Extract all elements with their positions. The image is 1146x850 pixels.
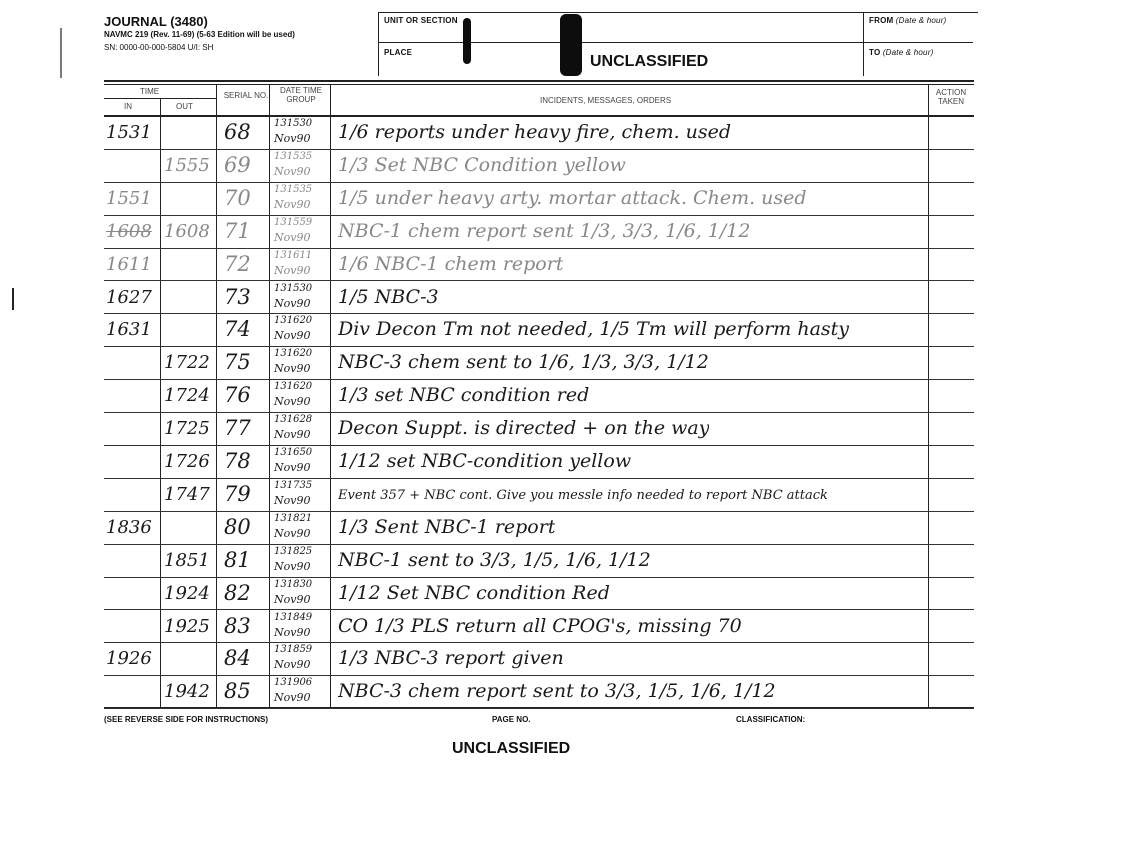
- header-divider: [378, 12, 978, 13]
- entry-text: Div Decon Tm not needed, 1/5 Tm will perform hasty: [338, 318, 850, 341]
- dtg-time: 131530: [274, 282, 313, 294]
- entry-text: 1/12 Set NBC condition Red: [338, 581, 610, 604]
- classification-stamp: UNCLASSIFIED: [590, 53, 709, 70]
- journal-row: [0, 479, 1146, 512]
- serial-number: 72: [224, 251, 251, 276]
- dtg-date: Nov90: [274, 625, 311, 639]
- journal-row: [0, 512, 1146, 545]
- reverse-note: (SEE REVERSE SIDE FOR INSTRUCTIONS): [104, 715, 269, 724]
- entry-text: 1/3 Sent NBC-1 report: [338, 515, 556, 538]
- dtg-time: 131735: [274, 479, 313, 491]
- header-divider: [863, 12, 864, 76]
- journal-row: [0, 150, 1146, 183]
- col-rule: [104, 98, 216, 99]
- dtg-time: 131620: [274, 315, 313, 327]
- dtg-date: Nov90: [274, 493, 311, 507]
- row-rule: [104, 708, 974, 709]
- dtg-time: 131535: [274, 183, 313, 195]
- in-header: IN: [124, 102, 132, 111]
- journal-row: [0, 380, 1146, 413]
- entry-text: NBC-3 chem sent to 1/6, 1/3, 3/3, 1/12: [338, 351, 709, 374]
- entry-text: Event 357 + NBC cont. Give you messle info needed to report NBC attack: [338, 487, 828, 503]
- journal-row: [0, 314, 1146, 347]
- journal-row: [0, 611, 1146, 644]
- dtg-time: 131859: [274, 644, 313, 656]
- journal-row: [0, 676, 1146, 709]
- incidents-header: INCIDENTS, MESSAGES, ORDERS: [540, 96, 672, 105]
- serial-number: 84: [224, 646, 251, 671]
- redaction-bar: [463, 18, 471, 64]
- dtg-time: 131650: [274, 447, 313, 458]
- journal-row: [0, 347, 1146, 380]
- time-in: 1836: [106, 516, 152, 538]
- time-out: 1608: [164, 220, 210, 242]
- form-title: JOURNAL (3480): [104, 14, 208, 29]
- dtg-time: 131611: [274, 249, 313, 261]
- header-divider: [863, 42, 973, 43]
- dtg-date: Nov90: [274, 461, 311, 474]
- action-header: ACTION TAKEN: [935, 88, 967, 106]
- time-in: 1627: [106, 286, 152, 308]
- journal-row: [0, 183, 1146, 216]
- redaction-bar: [560, 14, 582, 76]
- dtg-date: Nov90: [274, 296, 311, 310]
- journal-row: [0, 446, 1146, 479]
- sn-line: SN: 0000-00-000-5804 U/I: SH: [104, 43, 214, 52]
- dtg-time: 131530: [274, 118, 313, 129]
- dtg-date: Nov90: [274, 230, 311, 244]
- journal-row: [0, 643, 1146, 676]
- time-in: 1926: [106, 648, 152, 670]
- dtg-time: 131849: [274, 611, 313, 623]
- place-label: PLACE: [384, 48, 413, 57]
- header-divider: [378, 42, 864, 43]
- dtg-date: Nov90: [274, 658, 311, 672]
- entry-text: 1/5 NBC-3: [338, 285, 439, 308]
- time-out: 1942: [164, 681, 210, 703]
- serial-number: 81: [224, 547, 251, 572]
- serial-number: 77: [224, 416, 251, 441]
- dtg-date: Nov90: [274, 362, 311, 376]
- time-in: 1531: [106, 122, 152, 143]
- serial-number: 79: [224, 481, 251, 506]
- serial-number: 74: [224, 317, 251, 342]
- classification-label: CLASSIFICATION:: [736, 715, 806, 724]
- dtg-date: Nov90: [274, 592, 311, 606]
- dtg-time: 131628: [274, 414, 313, 426]
- time-in: 1551: [106, 187, 152, 209]
- entry-text: NBC-1 chem report sent 1/3, 3/3, 1/6, 1/12: [338, 219, 751, 242]
- journal-row: [0, 117, 1146, 150]
- serial-number: 68: [224, 120, 251, 144]
- dtg-time: 131821: [274, 512, 313, 524]
- dtg-time: 131830: [274, 578, 313, 590]
- dtg-time: 131906: [274, 677, 313, 689]
- from-label: FROM (Date & hour): [869, 16, 947, 25]
- serial-number: 78: [224, 449, 251, 473]
- serial-number: 73: [224, 284, 251, 309]
- margin-mark: [60, 28, 62, 78]
- dtg-date: Nov90: [274, 263, 311, 277]
- time-out: 1555: [164, 154, 210, 176]
- entry-text: 1/6 NBC-1 chem report: [338, 252, 564, 275]
- serial-number: 83: [224, 613, 251, 638]
- time-out: 1924: [164, 582, 210, 604]
- journal-row: [0, 413, 1146, 446]
- to-label: TO (Date & hour): [869, 48, 934, 57]
- dtg-time: 131825: [274, 545, 313, 557]
- entry-text: 1/6 reports under heavy fire, chem. used: [338, 121, 732, 143]
- time-out: 1851: [164, 549, 210, 571]
- dtg-date: Nov90: [274, 691, 311, 705]
- time-out: 1726: [164, 451, 210, 472]
- journal-row: [0, 249, 1146, 282]
- out-header: OUT: [176, 102, 193, 111]
- dtg-date: Nov90: [274, 395, 311, 409]
- page-label: PAGE NO.: [492, 715, 531, 724]
- form-number-line: NAVMC 219 (Rev. 11-69) (5-63 Edition will be used): [104, 30, 295, 39]
- serial-number: 85: [224, 679, 251, 704]
- dtg-date: Nov90: [274, 559, 311, 573]
- table-top-rule: [104, 80, 974, 82]
- header-divider: [378, 12, 379, 76]
- serial-number: 75: [224, 350, 251, 375]
- dtg-date: Nov90: [274, 329, 311, 343]
- time-out: 1925: [164, 615, 210, 637]
- unit-label: UNIT OR SECTION: [384, 16, 458, 25]
- entry-text: 1/3 Set NBC Condition yellow: [338, 153, 626, 176]
- entry-text: Decon Suppt. is directed + on the way: [338, 417, 710, 440]
- bottom-classification-stamp: UNCLASSIFIED: [452, 740, 571, 757]
- dtg-time: 131535: [274, 150, 313, 162]
- time-in: 1631: [106, 319, 152, 341]
- entry-text: 1/3 NBC-3 report given: [338, 647, 564, 670]
- journal-row: [0, 545, 1146, 578]
- serial-number: 69: [224, 152, 251, 177]
- entry-text: 1/12 set NBC-condition yellow: [338, 450, 632, 472]
- time-out: 1725: [164, 418, 210, 440]
- dtg-date: Nov90: [274, 428, 311, 442]
- journal-row: [0, 578, 1146, 611]
- time-header: TIME: [140, 87, 160, 96]
- journal-row: [0, 282, 1146, 315]
- dtg-time: 131559: [274, 216, 313, 228]
- dtg-time: 131620: [274, 381, 313, 393]
- time-out: 1724: [164, 385, 210, 407]
- entry-text: NBC-3 chem report sent to 3/3, 1/5, 1/6, 1/12: [338, 680, 776, 703]
- serial-number: 76: [224, 383, 251, 408]
- serial-number: 80: [224, 514, 251, 539]
- serial-number: 82: [224, 580, 251, 605]
- journal-row: [0, 216, 1146, 249]
- serial-header: SERIAL NO.: [223, 91, 269, 100]
- time-out: 1747: [164, 483, 210, 505]
- serial-number: 71: [224, 218, 251, 243]
- dtg-header: DATE TIME GROUP: [280, 86, 322, 104]
- time-in: 1611: [106, 253, 152, 275]
- dtg-date: Nov90: [274, 164, 311, 178]
- entry-text: NBC-1 sent to 3/3, 1/5, 1/6, 1/12: [338, 548, 651, 571]
- dtg-date: Nov90: [274, 132, 311, 145]
- time-out: 1722: [164, 352, 210, 374]
- dtg-time: 131620: [274, 348, 313, 360]
- entry-text: 1/3 set NBC condition red: [338, 384, 590, 407]
- time-in: 1608: [106, 220, 152, 242]
- table-top-rule: [104, 84, 974, 85]
- dtg-date: Nov90: [274, 197, 311, 211]
- entry-text: 1/5 under heavy arty. mortar attack. Chem. used: [338, 186, 807, 209]
- serial-number: 70: [224, 185, 251, 210]
- dtg-date: Nov90: [274, 526, 311, 540]
- entry-text: CO 1/3 PLS return all CPOG's, missing 70: [338, 614, 742, 637]
